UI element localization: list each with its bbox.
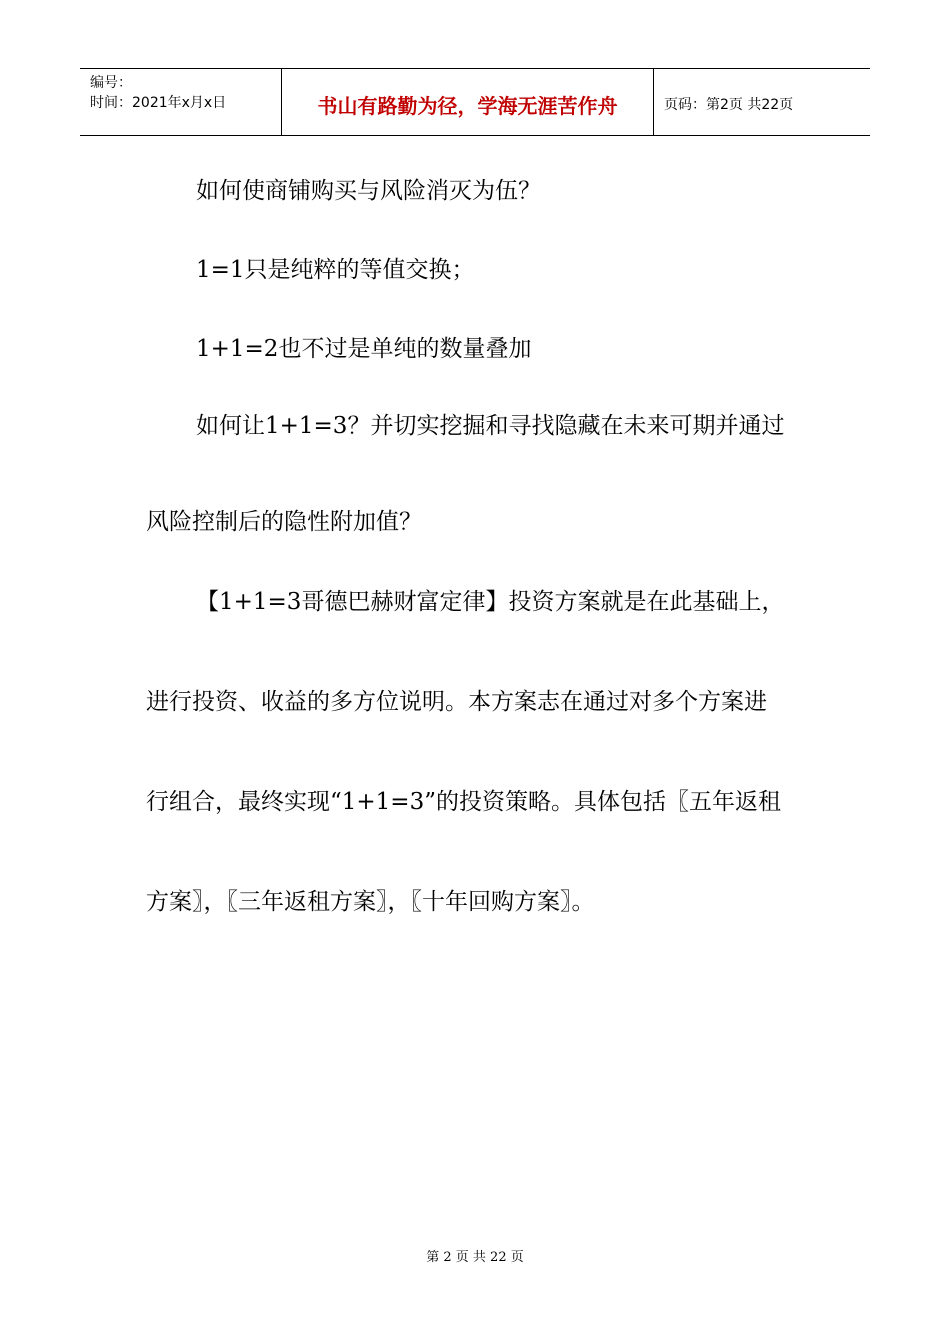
- paragraph-5: 【1+1=3哥德巴赫财富定律】投资方案就是在此基础上，进行投资、收益的多方位说明。本方案志在通过对多个方案进行组合，最终实现“1+1=3”的投资策略。具体包括〖五年返租方案〗，〖三年返租方案〗，〖十年回购方案〗。: [146, 589, 785, 915]
- document-number-label: 编号：: [90, 75, 132, 91]
- paragraph-2: 1=1只是纯粹的等值交换；: [196, 257, 475, 283]
- header-meta-cell: [80, 69, 282, 135]
- header-page-info: 页码：第2页 共22页: [664, 97, 794, 113]
- page-header: [80, 68, 870, 136]
- header-motto: 书山有路勤为径，学海无涯苦作舟: [282, 69, 654, 135]
- paragraph-1: 如何使商铺购买与风险消灭为伍？: [196, 178, 541, 204]
- page-footer: 第 2 页 共 22 页: [426, 1250, 524, 1265]
- paragraph-4: 如何让1+1=3？并切实挖掘和寻找隐藏在未来可期并通过风险控制后的隐性附加值？: [146, 413, 785, 535]
- document-time-label: 时间：2021年x月x日: [90, 95, 227, 111]
- paragraph-3: 1+1=2也不过是单纯的数量叠加: [196, 336, 532, 362]
